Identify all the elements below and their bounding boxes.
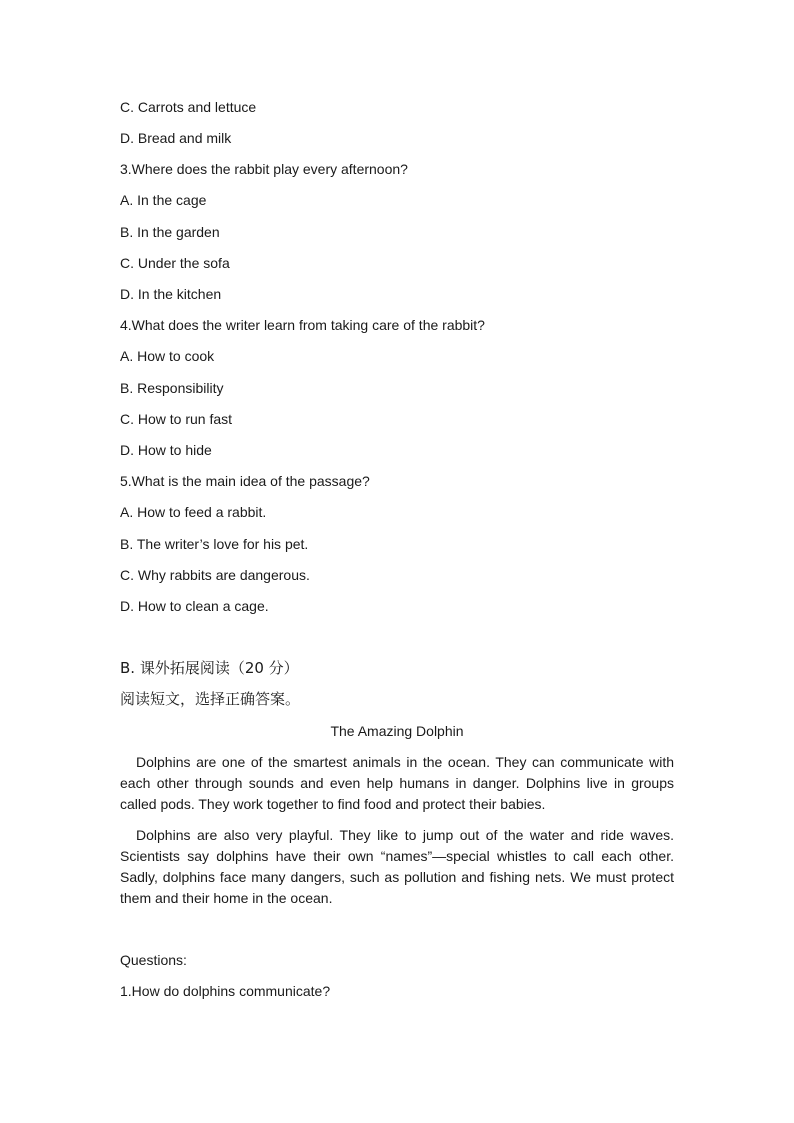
section-b-instruction: 阅读短文，选择正确答案。 — [120, 690, 301, 708]
q2-option-d: D. Bread and milk — [120, 130, 232, 146]
passage-paragraph-2: Dolphins are also very playful. They like to jump out of the water and ride waves. Scientists say dolphins have their own “names”—special whistles to call each other. Sadly, dolphins face many dangers, such as pollution and fishing nets. We must protect them and their home in the ocean. — [120, 827, 674, 906]
q3-option-a: A. In the cage — [120, 192, 207, 208]
q3-option-c: C. Under the sofa — [120, 255, 230, 271]
q5-option-a: A. How to feed a rabbit. — [120, 504, 267, 520]
q5-option-c: C. Why rabbits are dangerous. — [120, 567, 310, 583]
q4-option-c: C. How to run fast — [120, 411, 233, 427]
q5-question: 5.What is the main idea of the passage? — [120, 473, 370, 489]
q5-option-b: B. The writer’s love for his pet. — [120, 536, 309, 552]
q3-question: 3.Where does the rabbit play every afternoon? — [120, 161, 408, 177]
q2-option-c: C. Carrots and lettuce — [120, 99, 257, 115]
q4-option-b: B. Responsibility — [120, 380, 224, 396]
passage-paragraph-1: Dolphins are one of the smartest animals in the ocean. They can communicate with each other through sounds and even help humans in danger. Dolphins live in groups called pods. They work together to find food and protect their babies. — [120, 754, 674, 812]
q4-option-d: D. How to hide — [120, 442, 212, 458]
q3-option-d: D. In the kitchen — [120, 286, 222, 302]
section-b-heading: B. 课外拓展阅读（20 分） — [120, 659, 299, 677]
passage-title: The Amazing Dolphin — [330, 723, 464, 739]
q4-option-a: A. How to cook — [120, 348, 215, 364]
q5-option-d: D. How to clean a cage. — [120, 598, 269, 614]
q4-question: 4.What does the writer learn from taking care of the rabbit? — [120, 317, 485, 333]
q3-option-b: B. In the garden — [120, 224, 220, 240]
b-q1-question: 1.How do dolphins communicate? — [120, 983, 331, 999]
questions-label: Questions: — [120, 952, 187, 968]
